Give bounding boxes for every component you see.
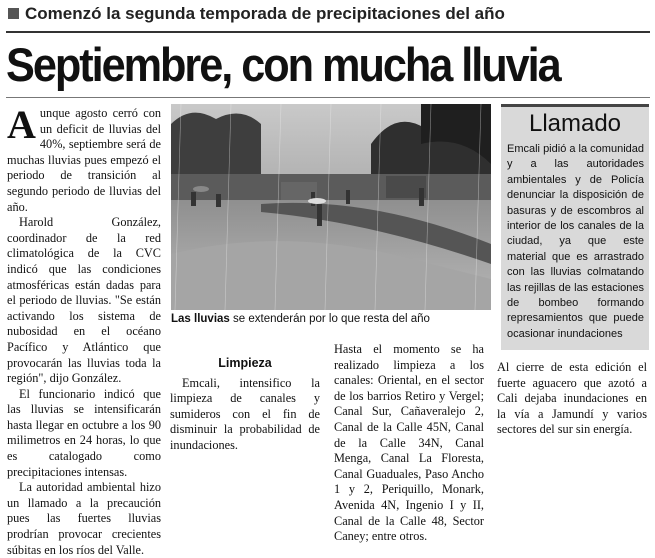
- caption-text: se extenderán por lo que resta del año: [229, 313, 430, 325]
- top-rule: [6, 31, 650, 33]
- sidebar-rule: [501, 104, 649, 107]
- dropcap: A: [7, 102, 36, 147]
- sidebar-body: Emcali pidió a la comunidad y a las autoridades ambientales y de Policía denunciar la disposición de basuras y de escombros al interior de los canales de la ciudad, ya que este material que es arrastrado con las lluvias colmatando las rejillas de las estaciones de bombeo formando represamientos que puede ocasionar inundaciones: [507, 143, 644, 340]
- kicker-square-icon: [8, 8, 19, 19]
- subhead-limpieza: Limpieza: [218, 356, 272, 370]
- paragraph-6: Hasta el momento se ha realizado limpieza a los canales: Oriental, en el sector de los barrios Retiro y Vergel; Canal Sur, Cañaveralejo 2, Canal de la Calle 45N, Canal de la Calle 34N, Canal Menga, Canal La Floresta, Canal Guaduales, Paso Ancho 1 y 2, Periquillo, Monark, Avenida 4N, Ingenio I y II, Canal de la Calle 48, Sector Caney; entre otros.: [334, 342, 484, 544]
- article-column-4: [497, 360, 647, 438]
- article-column-2: [170, 342, 320, 454]
- kicker-text: Comenzó la segunda temporada de precipitaciones del año: [25, 4, 505, 23]
- paragraph-3: El funcionario indicó que las lluvias se intensificarán hasta llegar en octubre a los 90 milimetros en 24 horas, lo que es catalogado como precipitaciones intensas.: [7, 386, 161, 479]
- kicker: [8, 4, 648, 24]
- rain-street-photo: [171, 104, 491, 310]
- headline-rule: [6, 97, 650, 98]
- paragraph-4: La autoridad ambiental hizo un llamado a la precaución pues las fuertes lluvias prodrían provocar crecientes súbitas en los ríos del Valle.: [7, 480, 161, 557]
- paragraph-2: Harold González, coordinador de la red climatológica de la CVC indicó que las condiciones atmosféricas están dadas para el periodo de lluvias. "Se están activando los sistema de nubosidad en el océano Pacífico y Atlántico que provocarán las lluvias toda la región", dijo González.: [7, 215, 161, 386]
- sidebar-title: Llamado: [528, 110, 622, 137]
- article-column-3: [334, 342, 484, 545]
- street-flood-image: [171, 104, 491, 310]
- sidebar-box: [501, 104, 649, 350]
- article-column-1: [7, 102, 161, 558]
- paragraph-5: Emcali, intensifico la limpieza de canales y sumideros con el fin de disminuir la probabilidad de inundaciones.: [170, 375, 320, 452]
- paragraph-1-text: unque agosto cerró con un deficit de lluvias del 40%, septiembre será de muchas lluvias pues empezó el periodo de transición al segundo periodo de lluvias del año.: [7, 106, 161, 214]
- photo-caption: [171, 313, 493, 325]
- headline: Septiembre, con mucha lluvia: [6, 38, 560, 91]
- caption-bold: Las lluvias: [171, 313, 230, 325]
- paragraph-1: [7, 102, 161, 215]
- paragraph-7: Al cierre de esta edición el fuerte aguacero que azotó a Cali dejaba inundaciones en la vía a Jamundí y varios sectores del sur sin energía.: [497, 360, 647, 437]
